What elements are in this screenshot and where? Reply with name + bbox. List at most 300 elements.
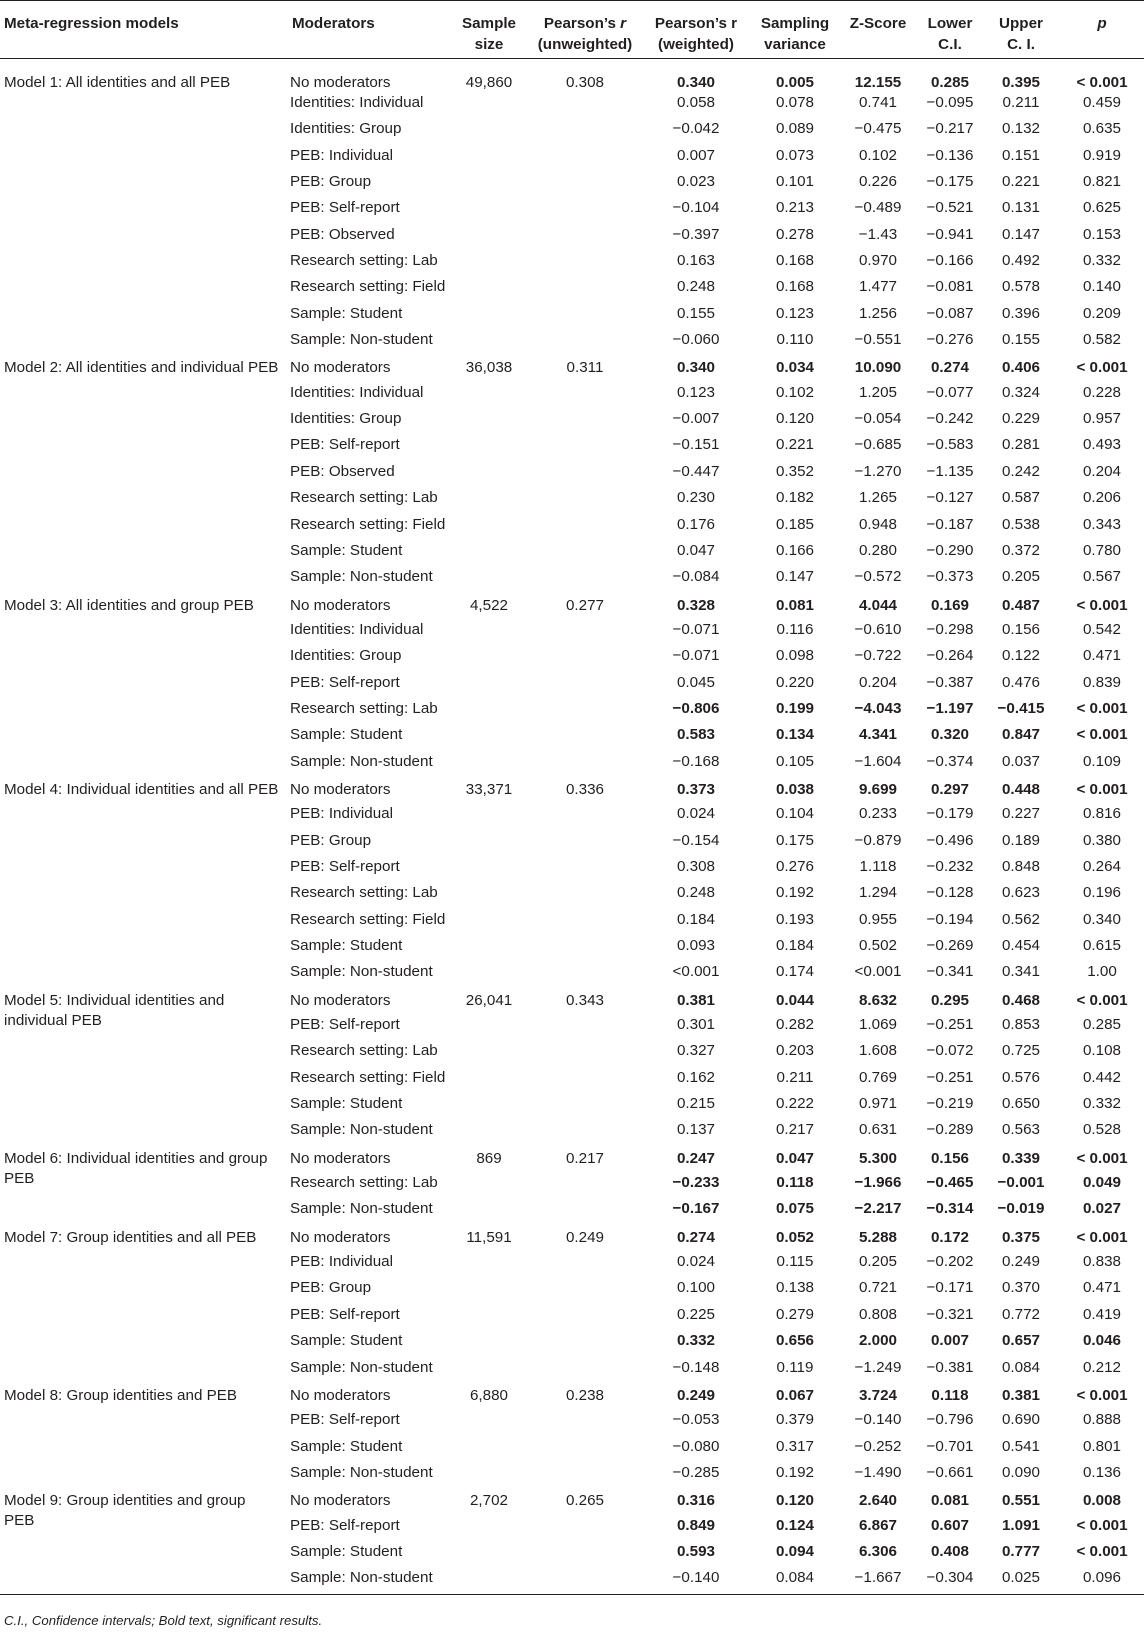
r-weighted-cell: 0.248	[676, 884, 715, 902]
r-weighted-cell: 0.381	[676, 991, 715, 1009]
sampling-variance-cell: 0.098	[775, 647, 814, 665]
p-value-cell: 0.046	[1082, 1332, 1121, 1350]
r-weighted-cell: 0.123	[676, 383, 715, 401]
header-sample-size	[448, 1, 530, 59]
r-unweighted-cell	[530, 304, 640, 330]
p-value-cell: 0.888	[1082, 1411, 1121, 1429]
r-unweighted-cell	[530, 620, 640, 646]
sample-size-cell	[448, 1120, 530, 1146]
model-name-cell	[0, 1489, 288, 1530]
upper-ci-cell: 0.025	[982, 1568, 1060, 1595]
r-unweighted-cell	[530, 1041, 640, 1067]
lower-ci-cell: −0.465	[926, 1174, 974, 1192]
moderator-cell: Sample: Student	[290, 1437, 403, 1455]
sample-size-cell: 49,860	[465, 74, 513, 91]
z-score-cell: 1.477	[858, 278, 897, 296]
z-score-cell: 0.280	[858, 541, 897, 559]
upper-ci-cell: 0.221	[1001, 173, 1040, 191]
table-row	[0, 119, 1144, 145]
sample-size-cell	[448, 198, 530, 224]
moderator-cell: No moderators	[290, 74, 391, 91]
model-name-cell	[0, 857, 288, 883]
header-lower-ci	[918, 1, 982, 59]
table-row	[0, 1173, 1144, 1199]
upper-ci-cell: 0.777	[1001, 1542, 1040, 1560]
p-value-cell: 1.00	[1087, 963, 1117, 981]
p-value-cell: 0.419	[1082, 1305, 1121, 1323]
moderator-cell: Sample: Student	[290, 1095, 403, 1113]
model-name-cell	[0, 59, 288, 94]
upper-ci-cell: 0.538	[1001, 515, 1040, 533]
sampling-variance-cell: 0.067	[775, 1386, 814, 1404]
sample-size-cell	[448, 1542, 530, 1568]
lower-ci-cell: −0.202	[926, 1253, 974, 1271]
sample-size-cell: 2,702	[469, 1492, 508, 1510]
lower-ci-cell: −0.166	[926, 252, 974, 270]
sampling-variance-cell: 0.115	[776, 1253, 814, 1271]
table-row	[0, 1147, 1144, 1173]
p-value-cell: 0.528	[1082, 1121, 1121, 1139]
p-value-cell: 0.471	[1082, 647, 1121, 665]
lower-ci-cell: 0.607	[930, 1516, 969, 1534]
lower-ci-cell: 0.285	[930, 74, 969, 91]
lower-ci-cell: −0.179	[926, 805, 974, 823]
sample-size-cell	[448, 857, 530, 883]
r-weighted-cell: −0.151	[672, 436, 720, 454]
table-row	[0, 1199, 1144, 1225]
p-value-cell: < 0.001	[1076, 74, 1128, 91]
z-score-cell: 1.294	[858, 884, 897, 902]
header-sampling-variance	[752, 1, 838, 59]
moderator-cell: Sample: Non-student	[290, 331, 433, 349]
sampling-variance-cell: 0.203	[775, 1042, 814, 1060]
r-weighted-cell: 0.024	[676, 805, 715, 823]
p-value-cell: < 0.001	[1076, 596, 1128, 614]
moderator-cell: No moderators	[290, 359, 391, 377]
header-sample-size-line2: size	[474, 36, 504, 53]
moderator-cell: No moderators	[290, 596, 391, 614]
moderator-cell: Research setting: Lab	[290, 699, 438, 717]
r-unweighted-cell	[530, 1437, 640, 1463]
r-weighted-cell: 0.340	[676, 74, 715, 91]
sampling-variance-cell: 0.116	[776, 620, 814, 638]
model-name-cell	[0, 1199, 288, 1225]
upper-ci-cell: −0.415	[997, 699, 1045, 717]
model-name-cell	[0, 1278, 288, 1304]
table-row	[0, 883, 1144, 909]
sample-size-cell	[448, 1305, 530, 1331]
sampling-variance-cell: 0.110	[776, 331, 814, 349]
lower-ci-cell: −0.374	[926, 752, 974, 770]
r-unweighted-cell	[530, 883, 640, 909]
z-score-cell: −0.054	[854, 410, 902, 428]
r-weighted-cell: 0.247	[676, 1149, 715, 1167]
sampling-variance-cell: 0.182	[775, 489, 814, 507]
upper-ci-cell: 0.563	[1001, 1121, 1040, 1139]
moderator-cell: Sample: Non-student	[290, 963, 433, 981]
table-row	[0, 1410, 1144, 1436]
model-name-line2: PEB	[4, 1169, 35, 1187]
model-name-cell	[0, 1041, 288, 1067]
table-row	[0, 620, 1144, 646]
sample-size-cell: 36,038	[465, 359, 513, 377]
sample-size-cell: 869	[476, 1149, 502, 1167]
sampling-variance-cell: 0.221	[775, 436, 814, 454]
r-unweighted-cell	[530, 699, 640, 725]
model-name-cell	[0, 883, 288, 909]
p-value-cell: 0.332	[1082, 252, 1121, 270]
r-unweighted-cell: 0.249	[565, 1228, 604, 1246]
r-weighted-cell: 0.162	[676, 1068, 715, 1086]
model-name-cell	[0, 1542, 288, 1568]
p-value-cell: 0.206	[1082, 489, 1121, 507]
lower-ci-cell: −0.072	[926, 1042, 974, 1060]
upper-ci-cell: 0.725	[1001, 1042, 1040, 1060]
table-row	[0, 1252, 1144, 1278]
z-score-cell: 0.808	[858, 1305, 897, 1323]
moderator-cell: PEB: Self-report	[290, 857, 400, 875]
model-name-cell	[0, 304, 288, 330]
model-name-cell	[0, 1094, 288, 1120]
r-weighted-cell: −0.168	[672, 752, 720, 770]
r-unweighted-cell	[530, 383, 640, 409]
sampling-variance-cell: 0.656	[775, 1332, 814, 1350]
z-score-cell: −0.489	[854, 199, 902, 217]
p-value-cell: 0.264	[1082, 857, 1121, 875]
sample-size-cell	[448, 831, 530, 857]
sample-size-cell	[448, 1463, 530, 1489]
table-row	[0, 435, 1144, 461]
sample-size-cell	[448, 1173, 530, 1199]
lower-ci-cell: −0.276	[926, 331, 974, 349]
model-name-line2: PEB	[4, 1512, 35, 1530]
sampling-variance-cell: 0.102	[775, 383, 814, 401]
table-row	[0, 1516, 1144, 1542]
r-unweighted-cell: 0.343	[565, 991, 604, 1009]
table-row	[0, 699, 1144, 725]
r-weighted-cell: 0.316	[676, 1492, 715, 1510]
upper-ci-cell: 0.131	[1001, 199, 1040, 217]
table-row	[0, 1226, 1144, 1252]
p-value-cell: 0.471	[1082, 1279, 1121, 1297]
r-unweighted-cell	[530, 1094, 640, 1120]
sample-size-cell	[448, 383, 530, 409]
z-score-cell: −1.667	[838, 1568, 918, 1595]
p-value-cell: < 0.001	[1076, 1149, 1128, 1167]
r-weighted-cell: −0.806	[672, 699, 720, 717]
sample-size-cell	[448, 910, 530, 936]
lower-ci-cell: 0.297	[930, 780, 969, 798]
lower-ci-cell: −0.242	[926, 410, 974, 428]
moderator-cell: PEB: Self-report	[290, 1016, 400, 1034]
upper-ci-cell: 0.122	[1001, 647, 1040, 665]
z-score-cell: 0.971	[858, 1095, 897, 1113]
lower-ci-cell: −0.175	[926, 173, 974, 191]
upper-ci-cell: 0.090	[1001, 1463, 1040, 1481]
model-name-cell	[0, 330, 288, 356]
r-weighted-cell: −0.285	[672, 1463, 720, 1481]
p-value-cell: 0.801	[1082, 1437, 1121, 1455]
upper-ci-cell: 0.341	[1001, 963, 1040, 981]
table-row	[0, 910, 1144, 936]
table-row	[0, 462, 1144, 488]
r-weighted-cell: 0.274	[676, 1228, 715, 1246]
r-unweighted-cell	[530, 93, 640, 119]
p-value-cell: < 0.001	[1076, 780, 1128, 798]
lower-ci-cell: 0.408	[930, 1542, 969, 1560]
lower-ci-cell: −0.219	[926, 1095, 974, 1113]
z-score-cell: 1.265	[858, 489, 897, 507]
upper-ci-cell: 0.657	[1001, 1332, 1040, 1350]
lower-ci-cell: −0.941	[926, 225, 974, 243]
r-unweighted-cell	[530, 1068, 640, 1094]
sampling-variance-cell: 0.352	[775, 462, 814, 480]
z-score-cell: 0.769	[858, 1068, 897, 1086]
moderator-cell: Identities: Group	[290, 120, 402, 138]
sampling-variance-cell: 0.123	[775, 304, 814, 322]
header-moderators-label: Moderators	[292, 15, 375, 32]
upper-ci-cell: 0.847	[1001, 726, 1040, 744]
moderator-cell: PEB: Observed	[290, 462, 395, 480]
sample-size-cell	[448, 1068, 530, 1094]
p-value-cell: 0.212	[1082, 1358, 1121, 1376]
sampling-variance-cell: 0.185	[775, 515, 814, 533]
model-name-cell	[0, 567, 288, 593]
sampling-variance-cell: 0.175	[775, 831, 814, 849]
sample-size-cell	[448, 515, 530, 541]
sample-size-cell	[448, 620, 530, 646]
z-score-cell: 0.102	[858, 146, 897, 164]
z-score-cell: 10.090	[854, 359, 902, 377]
table-row	[0, 831, 1144, 857]
z-score-cell: 0.948	[858, 515, 897, 533]
z-score-cell: 9.699	[858, 780, 897, 798]
upper-ci-cell: 0.454	[1001, 937, 1040, 954]
sampling-variance-cell: 0.192	[775, 1463, 814, 1481]
sample-size-cell	[448, 804, 530, 830]
r-unweighted-cell: 0.277	[565, 596, 604, 614]
table-row	[0, 673, 1144, 699]
sample-size-cell	[448, 936, 530, 962]
model-name-cell	[0, 962, 288, 988]
sampling-variance-cell: 0.222	[775, 1095, 814, 1113]
model-name: Model 3: All identities and group PEB	[4, 596, 254, 614]
moderator-cell: Sample: Non-student	[290, 1463, 433, 1481]
sampling-variance-cell: 0.166	[775, 541, 814, 559]
z-score-cell: 6.306	[858, 1542, 897, 1560]
r-unweighted-cell	[530, 330, 640, 356]
z-score-cell: −0.722	[854, 647, 902, 665]
model-name-cell	[0, 831, 288, 857]
model-name-cell	[0, 936, 288, 962]
z-score-cell: 5.300	[858, 1149, 897, 1167]
p-value-cell: 0.567	[1082, 568, 1121, 586]
model-name-cell	[0, 910, 288, 936]
p-value-cell: 0.542	[1082, 620, 1121, 638]
sampling-variance-cell: 0.217	[775, 1121, 814, 1139]
upper-ci-cell: 0.151	[1001, 146, 1040, 164]
sampling-variance-cell: 0.073	[775, 146, 814, 164]
upper-ci-cell: 0.772	[1001, 1305, 1040, 1323]
r-unweighted-cell	[530, 567, 640, 593]
lower-ci-cell: −0.095	[926, 94, 974, 111]
r-unweighted-cell	[530, 1331, 640, 1357]
r-weighted-cell: 0.058	[676, 94, 715, 111]
sample-size-cell	[448, 1015, 530, 1041]
r-weighted-cell: 0.849	[676, 1516, 715, 1534]
moderator-cell: Sample: Student	[290, 1542, 403, 1560]
lower-ci-cell: −0.304	[918, 1568, 982, 1595]
r-unweighted-cell	[530, 1568, 640, 1595]
p-value-cell: 0.209	[1082, 304, 1121, 322]
p-value-cell: 0.442	[1082, 1068, 1121, 1086]
r-unweighted-cell	[530, 1463, 640, 1489]
table-row	[0, 1437, 1144, 1463]
sample-size-cell	[448, 304, 530, 330]
table-row	[0, 1094, 1144, 1120]
table-row	[0, 646, 1144, 672]
moderator-cell: Research setting: Lab	[290, 489, 438, 507]
moderator-cell: Sample: Non-student	[290, 752, 433, 770]
sample-size-cell	[448, 488, 530, 514]
table-row	[0, 1331, 1144, 1357]
table-row	[0, 198, 1144, 224]
model-name-cell	[0, 198, 288, 224]
sample-size-cell	[448, 1041, 530, 1067]
header-upper-line1: Upper	[999, 15, 1043, 32]
sample-size-cell	[448, 1331, 530, 1357]
lower-ci-cell: −0.381	[926, 1358, 974, 1376]
z-score-cell: 2.000	[858, 1332, 897, 1350]
model-name-cell	[0, 752, 288, 778]
r-unweighted-cell	[530, 119, 640, 145]
moderator-cell: PEB: Self-report	[290, 1411, 400, 1429]
sampling-variance-cell: 0.199	[775, 699, 814, 717]
upper-ci-cell: 0.227	[1001, 805, 1040, 823]
header-variance-line1: Sampling	[760, 15, 830, 32]
sample-size-cell	[448, 435, 530, 461]
sample-size-cell	[448, 646, 530, 672]
r-weighted-cell: 0.047	[676, 541, 715, 559]
p-value-cell: < 0.001	[1076, 726, 1128, 744]
p-value-cell: 0.340	[1082, 910, 1121, 928]
p-value-cell: 0.459	[1082, 94, 1121, 111]
table-body	[0, 59, 1144, 1595]
table-row	[0, 277, 1144, 303]
sample-size-cell: 33,371	[465, 780, 513, 798]
p-value-cell: 0.380	[1082, 831, 1121, 849]
sample-size-cell: 26,041	[465, 991, 513, 1009]
model-name-cell	[0, 277, 288, 303]
sampling-variance-cell: 0.101	[775, 173, 814, 191]
sample-size-cell	[448, 1516, 530, 1542]
model-name-cell	[0, 1226, 288, 1252]
table-row	[0, 59, 1144, 94]
r-unweighted-cell	[530, 462, 640, 488]
r-unweighted-cell	[530, 962, 640, 988]
r-weighted-cell: 0.328	[676, 596, 715, 614]
sampling-variance-cell: 0.038	[775, 780, 814, 798]
sample-size-cell	[448, 725, 530, 751]
moderator-cell: Identities: Group	[290, 647, 402, 665]
model-name: Model 4: Individual identities and all PEB	[4, 780, 279, 798]
p-value-cell: 0.027	[1082, 1200, 1121, 1218]
sample-size-cell	[448, 752, 530, 778]
model-name-cell	[0, 251, 288, 277]
header-p-label: p	[1097, 15, 1107, 32]
table-row	[0, 989, 1144, 1015]
moderator-cell: Research setting: Lab	[290, 1174, 438, 1192]
lower-ci-cell: −0.087	[926, 304, 974, 322]
sample-size-cell	[448, 462, 530, 488]
table-row	[0, 383, 1144, 409]
header-r-symbol: r	[620, 15, 627, 32]
table-row	[0, 225, 1144, 251]
lower-ci-cell: −0.321	[926, 1305, 974, 1323]
upper-ci-cell: 0.037	[1001, 752, 1040, 770]
model-name-cell	[0, 804, 288, 830]
table-row	[0, 409, 1144, 435]
z-score-cell: 0.502	[858, 937, 897, 954]
lower-ci-cell: −0.289	[926, 1121, 974, 1139]
upper-ci-cell: 0.690	[1001, 1411, 1040, 1429]
p-value-cell: 0.582	[1082, 331, 1121, 349]
upper-ci-cell: 0.396	[1001, 304, 1040, 322]
r-unweighted-cell	[530, 251, 640, 277]
model-name-cell	[0, 1568, 288, 1595]
r-weighted-cell: 0.176	[676, 515, 715, 533]
moderator-cell: PEB: Individual	[290, 1253, 393, 1271]
upper-ci-cell: 0.578	[1001, 278, 1040, 296]
moderator-cell: Sample: Non-student	[290, 568, 433, 586]
sample-size-cell	[448, 1278, 530, 1304]
table-row	[0, 172, 1144, 198]
moderator-cell: Sample: Student	[290, 304, 403, 322]
sample-size-cell	[448, 1094, 530, 1120]
p-value-cell: 0.096	[1060, 1568, 1144, 1595]
upper-ci-cell: 0.853	[1001, 1016, 1040, 1034]
table-header	[0, 1, 1144, 59]
p-value-cell: 0.615	[1082, 937, 1121, 954]
z-score-cell: −0.572	[854, 568, 902, 586]
r-weighted-cell: 0.007	[676, 146, 715, 164]
sampling-variance-cell: 0.317	[775, 1437, 814, 1455]
table-row	[0, 1542, 1144, 1568]
upper-ci-cell: 0.281	[1001, 436, 1040, 454]
r-unweighted-cell	[530, 831, 640, 857]
lower-ci-cell: 0.172	[930, 1228, 969, 1246]
r-weighted-cell: 0.583	[676, 726, 715, 744]
p-value-cell: < 0.001	[1076, 1542, 1128, 1560]
r-unweighted-cell	[530, 1542, 640, 1568]
r-unweighted-cell	[530, 752, 640, 778]
moderator-cell: Identities: Individual	[290, 94, 424, 111]
sampling-variance-cell: 0.279	[775, 1305, 814, 1323]
upper-ci-cell: 0.156	[1001, 620, 1040, 638]
r-weighted-cell: 0.093	[676, 937, 715, 954]
r-weighted-cell: 0.163	[676, 252, 715, 270]
header-models-label: Meta-regression models	[4, 15, 179, 32]
p-value-cell: < 0.001	[1076, 1516, 1128, 1534]
moderator-cell: Sample: Non-student	[290, 1200, 433, 1218]
r-weighted-cell: 0.045	[676, 673, 715, 691]
r-unweighted-cell: 0.308	[565, 74, 604, 91]
model-name-cell	[0, 409, 288, 435]
moderator-cell: PEB: Self-report	[290, 673, 400, 691]
lower-ci-cell: −0.373	[926, 568, 974, 586]
r-unweighted-cell	[530, 804, 640, 830]
z-score-cell: −0.551	[854, 331, 902, 349]
